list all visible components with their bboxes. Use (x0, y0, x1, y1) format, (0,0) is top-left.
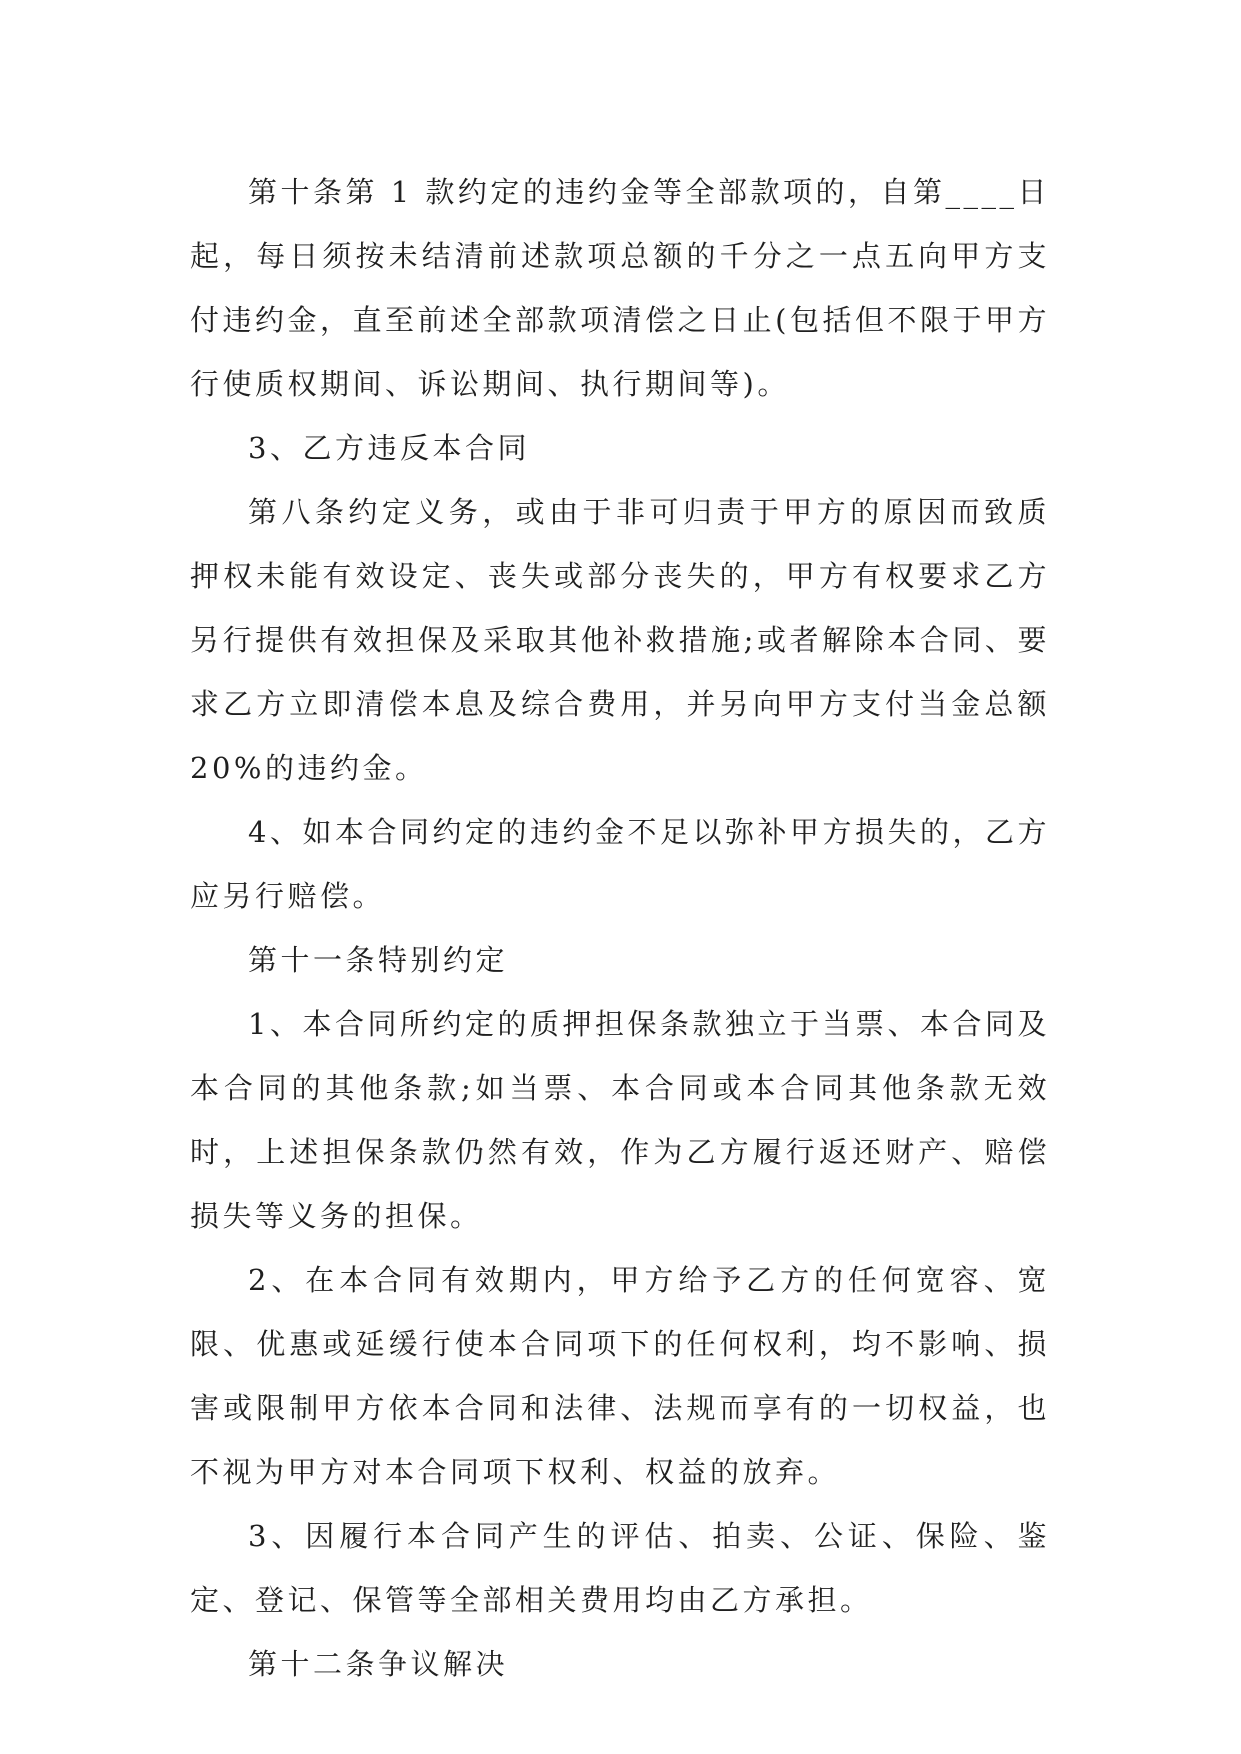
paragraph-article-11-item-1: 1、本合同所约定的质押担保条款独立于当票、本合同及本合同的其他条款;如当票、本合同或本合同其他条款无效时，上述担保条款仍然有效，作为乙方履行返还财产、赔偿损失等义务的担保。 (190, 1007, 1050, 1233)
paragraph-clause-3-heading: 3、乙方违反本合同 (248, 431, 530, 465)
section-heading-article-12: 第十二条争议解决 (248, 1647, 509, 1681)
document-body (190, 160, 1050, 1696)
paragraph-article-11-item-3: 3、因履行本合同产生的评估、拍卖、公证、保险、鉴定、登记、保管等全部相关费用均由乙方承担。 (190, 1519, 1050, 1617)
section-heading-article-11: 第十一条特别约定 (248, 943, 509, 977)
paragraph-clause-8-obligations: 第八条约定义务，或由于非可归责于甲方的原因而致质押权未能有效设定、丧失或部分丧失的，甲方有权要求乙方另行提供有效担保及采取其他补救措施;或者解除本合同、要求乙方立即清偿本息及综合费用，并另向甲方支付当金总额 20%的违约金。 (190, 495, 1050, 785)
paragraph-article-11-item-2: 2、在本合同有效期内，甲方给予乙方的任何宽容、宽限、优惠或延缓行使本合同项下的任何权利，均不影响、损害或限制甲方依本合同和法律、法规而享有的一切权益，也不视为甲方对本合同项下权利、权益的放弃。 (190, 1263, 1050, 1489)
paragraph-penalty-continuation: 第十条第 1 款约定的违约金等全部款项的，自第____日起，每日须按未结清前述款项总额的千分之一点五向甲方支付违约金，直至前述全部款项清偿之日止(包括但不限于甲方行使质权期间、诉讼期间、执行期间等)。 (190, 175, 1050, 401)
paragraph-clause-4-compensation: 4、如本合同约定的违约金不足以弥补甲方损失的，乙方应另行赔偿。 (190, 815, 1050, 913)
